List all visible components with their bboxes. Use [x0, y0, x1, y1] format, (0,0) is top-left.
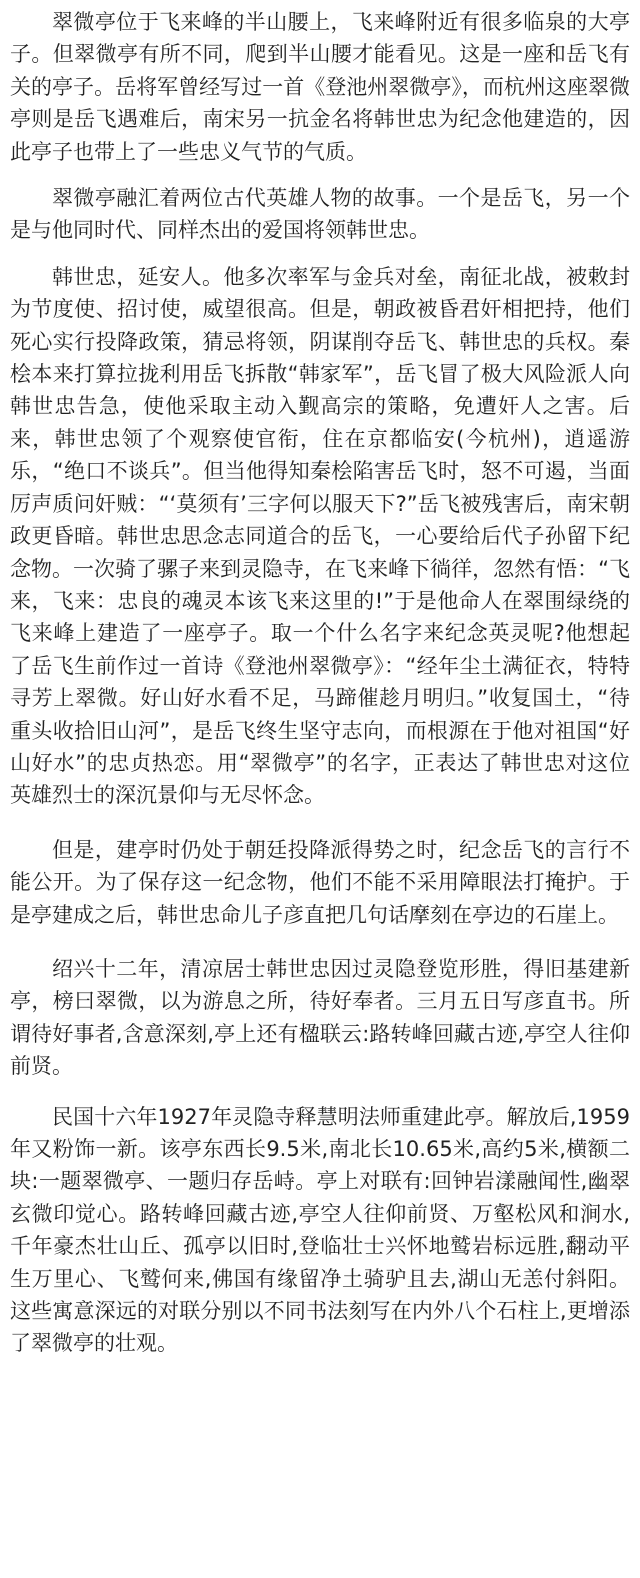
paragraph-4: 但是，建亭时仍处于朝廷投降派得势之时，纪念岳飞的言行不能公开。为了保存这一纪念物，他们不能不采用障眼法打掩护。于是亭建成之后，韩世忠命儿子彦直把几句话摩刻在亭边的石崖上。 — [10, 837, 630, 927]
paragraph-6: 民国十六年1927年灵隐寺释慧明法师重建此亭。解放后,1959年又粉饰一新。该亭东西长9.5米,南北长10.65米,高约5米,横额二块:一题翠微亭、一题归存岳峙。亭上对联有:回钟岩漾融闻性,幽翠玄微印觉心。路转峰回藏古迹,亭空人往仰前贤、万壑松风和涧水,千年豪杰壮山丘、孤亭以旧时,登临壮士兴怀地鹫岩标远胜,翻动平生万里心、飞鹫何来,佛国有缘留净土骑驴且去,湖山无恙付斜阳。这些寓意深远的对联分别以不同书法刻写在内外八个石柱上,更增添了翠微亭的壮观。 — [10, 1104, 630, 1356]
paragraph-3: 韩世忠，延安人。他多次率军与金兵对垒，南征北战，被敕封为节度使、招讨使，威望很高。但是，朝政被昏君奸相把持，他们死心实行投降政策，猜忌将领，阴谋削夺岳飞、韩世忠的兵权。秦桧本来打算拉拢利用岳飞拆散“韩家军”，岳飞冒了极大风险派人向韩世忠告急，使他采取主动入觐高宗的策略，免遭奸人之害。后来，韩世忠领了个观察使官衔，住在京都临安(今杭州)，逍遥游乐，“绝口不谈兵”。但当他得知秦桧陷害岳飞时，怒不可遏，当面厉声质问奸贼：“‘莫须有’三字何以服天下?”岳飞被残害后，南宋朝政更昏暗。韩世忠思念志同道合的岳飞，一心要给后代子孙留下纪念物。一次骑了骡子来到灵隐寺，在飞来峰下徜徉，忽然有悟：“飞来，飞来：忠良的魂灵本该飞来这里的!”于是他命人在翠围绿绕的飞来峰上建造了一座亭子。取一个什么名字来纪念英灵呢?他想起了岳飞生前作过一首诗《登池州翠微亭》：“经年尘土满征衣，特特寻芳上翠微。好山好水看不足，马蹄催趁月明归。”收复国土，“待重头收拾旧山河”，是岳飞终生坚守志向，而根源在于他对祖国“好山好水”的忠贞热恋。用“翠微亭”的名字，正表达了韩世忠对这位英雄烈士的深沉景仰与无尽怀念。 — [10, 264, 630, 808]
paragraph-2: 翠微亭融汇着两位古代英雄人物的故事。一个是岳飞，另一个是与他同时代、同样杰出的爱国将领韩世忠。 — [10, 186, 630, 243]
paragraph-1: 翠微亭位于飞来峰的半山腰上，飞来峰附近有很多临泉的大亭子。但翠微亭有所不同，爬到半山腰才能看见。这是一座和岳飞有关的亭子。岳将军曾经写过一首《登池州翠微亭》，而杭州这座翠微亭则是岳飞遇难后，南宋另一抗金名将韩世忠为纪念他建造的，因此亭子也带上了一些忠义气节的气质。 — [10, 10, 630, 164]
paragraph-5: 绍兴十二年，清凉居士韩世忠因过灵隐登览形胜，得旧基建新亭，榜曰翠微，以为游息之所，待好奉者。三月五日写彦直书。所谓待好事者,含意深刻,亭上还有楹联云:路转峰回藏古迹,亭空人往仰前贤。 — [10, 956, 630, 1079]
